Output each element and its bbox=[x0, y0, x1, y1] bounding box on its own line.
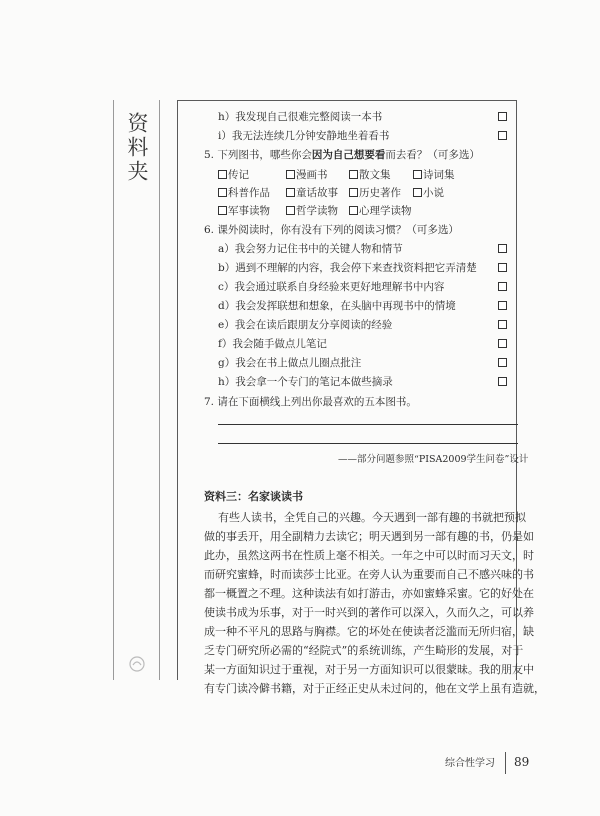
footer-divider bbox=[505, 752, 506, 774]
paragraph-line: 此办，虽然这两书在性质上毫不相关。一年之中可以时而习天文，时 bbox=[204, 549, 534, 562]
question-6: 6. 课外阅读时，你有没有下列的阅读习惯？（可多选） bbox=[204, 224, 459, 236]
habit-item-b: b）遇到不理解的内容，我会停下来查找资料把它弄清楚 bbox=[218, 262, 477, 274]
paragraph-line: 而研究蜜蜂，时而读莎士比亚。在旁人认为重要而自己不感兴味的书 bbox=[204, 568, 534, 581]
option-fairy-tales[interactable]: 童话故事 bbox=[286, 186, 338, 200]
sidebar-logo-icon bbox=[128, 654, 146, 672]
page-number: 89 bbox=[514, 755, 530, 769]
sidebar-title: 资料夹 bbox=[125, 112, 149, 184]
question-5: 5. 下列图书，哪些你会因为自己想要看而去看？（可多选） bbox=[204, 149, 480, 161]
habit-item-h: h）我会拿一个专门的笔记本做些摘录 bbox=[218, 376, 393, 388]
option-military[interactable]: 军事读物 bbox=[218, 204, 270, 218]
paragraph-line: 使读书成为乐事，对于一时兴到的著作可以深入，久而久之，可以养 bbox=[204, 606, 534, 619]
habit-item-f: f）我会随手做点儿笔记 bbox=[218, 338, 327, 350]
paragraph-line: 某一方面知识过于重视，对于另一方面知识可以很蒙昧。我的朋友中 bbox=[204, 663, 534, 676]
option-popular-science[interactable]: 科普作品 bbox=[218, 186, 270, 200]
checkbox[interactable] bbox=[498, 112, 507, 121]
checkbox[interactable] bbox=[498, 301, 507, 310]
option-novel[interactable]: 小说 bbox=[413, 186, 444, 200]
option-essays[interactable]: 散文集 bbox=[349, 168, 391, 182]
footer-section-label: 综合性学习 bbox=[445, 758, 495, 769]
checkbox[interactable] bbox=[498, 339, 507, 348]
credit-note: ——部分问题参照“PISA2009学生问卷”设计 bbox=[338, 454, 529, 465]
checkbox[interactable] bbox=[498, 131, 507, 140]
sidebar-column bbox=[113, 100, 160, 680]
section-title: 资料三：名家谈读书 bbox=[204, 490, 303, 503]
checkbox[interactable] bbox=[498, 244, 507, 253]
option-poetry[interactable]: 诗词集 bbox=[413, 168, 455, 182]
paragraph-line: 有些人读书，全凭自己的兴趣。今天遇到一部有趣的书就把预拟 bbox=[218, 511, 526, 524]
option-history[interactable]: 历史著作 bbox=[349, 186, 401, 200]
habit-item-e: e）我会在读后跟朋友分享阅读的经验 bbox=[218, 319, 393, 331]
checkbox[interactable] bbox=[498, 263, 507, 272]
paragraph-line: 成一种不平凡的思路与胸襟。它的坏处在使读者泛滥而无所归宿，缺 bbox=[204, 625, 534, 638]
checkbox[interactable] bbox=[498, 377, 507, 386]
option-comics[interactable]: 漫画书 bbox=[286, 168, 328, 182]
habit-item-d: d）我会发挥联想和想象，在头脑中再现书中的情境 bbox=[218, 300, 456, 312]
checkbox[interactable] bbox=[498, 282, 507, 291]
option-philosophy[interactable]: 哲学读物 bbox=[286, 204, 338, 218]
checkbox[interactable] bbox=[498, 358, 507, 367]
habit-item-a: a）我会努力记住书中的关键人物和情节 bbox=[218, 243, 403, 255]
survey-item-i-top: i）我无法连续几分钟安静地坐着看书 bbox=[218, 130, 390, 142]
paragraph-line: 乏专门研究所必需的“经院式”的系统训练，产生畸形的发展，对于 bbox=[204, 644, 524, 657]
option-biography[interactable]: 传记 bbox=[218, 168, 249, 182]
checkbox[interactable] bbox=[498, 320, 507, 329]
paragraph-line: 都一概置之不理。这种读法有如打游击，亦如蜜蜂采蜜。它的好处在 bbox=[204, 587, 534, 600]
paragraph-line: 有专门读冷僻书籍，对于正经正史从未过问的，他在文学上虽有造就， bbox=[204, 682, 545, 695]
question-7: 7. 请在下面横线上列出你最喜欢的五本图书。 bbox=[204, 396, 417, 408]
answer-line[interactable] bbox=[218, 443, 518, 444]
habit-item-c: c）我会通过联系自身经验来更好地理解书中内容 bbox=[218, 281, 445, 293]
paragraph-line: 做的事丢开，用全副精力去读它；明天遇到另一部有趣的书，仍是如 bbox=[204, 530, 534, 543]
option-psychology[interactable]: 心理学读物 bbox=[349, 204, 412, 218]
answer-line[interactable] bbox=[218, 424, 518, 425]
habit-item-g: g）我会在书上做点儿圈点批注 bbox=[218, 357, 362, 369]
survey-item-h-top: h）我发现自己很难完整阅读一本书 bbox=[218, 111, 383, 123]
